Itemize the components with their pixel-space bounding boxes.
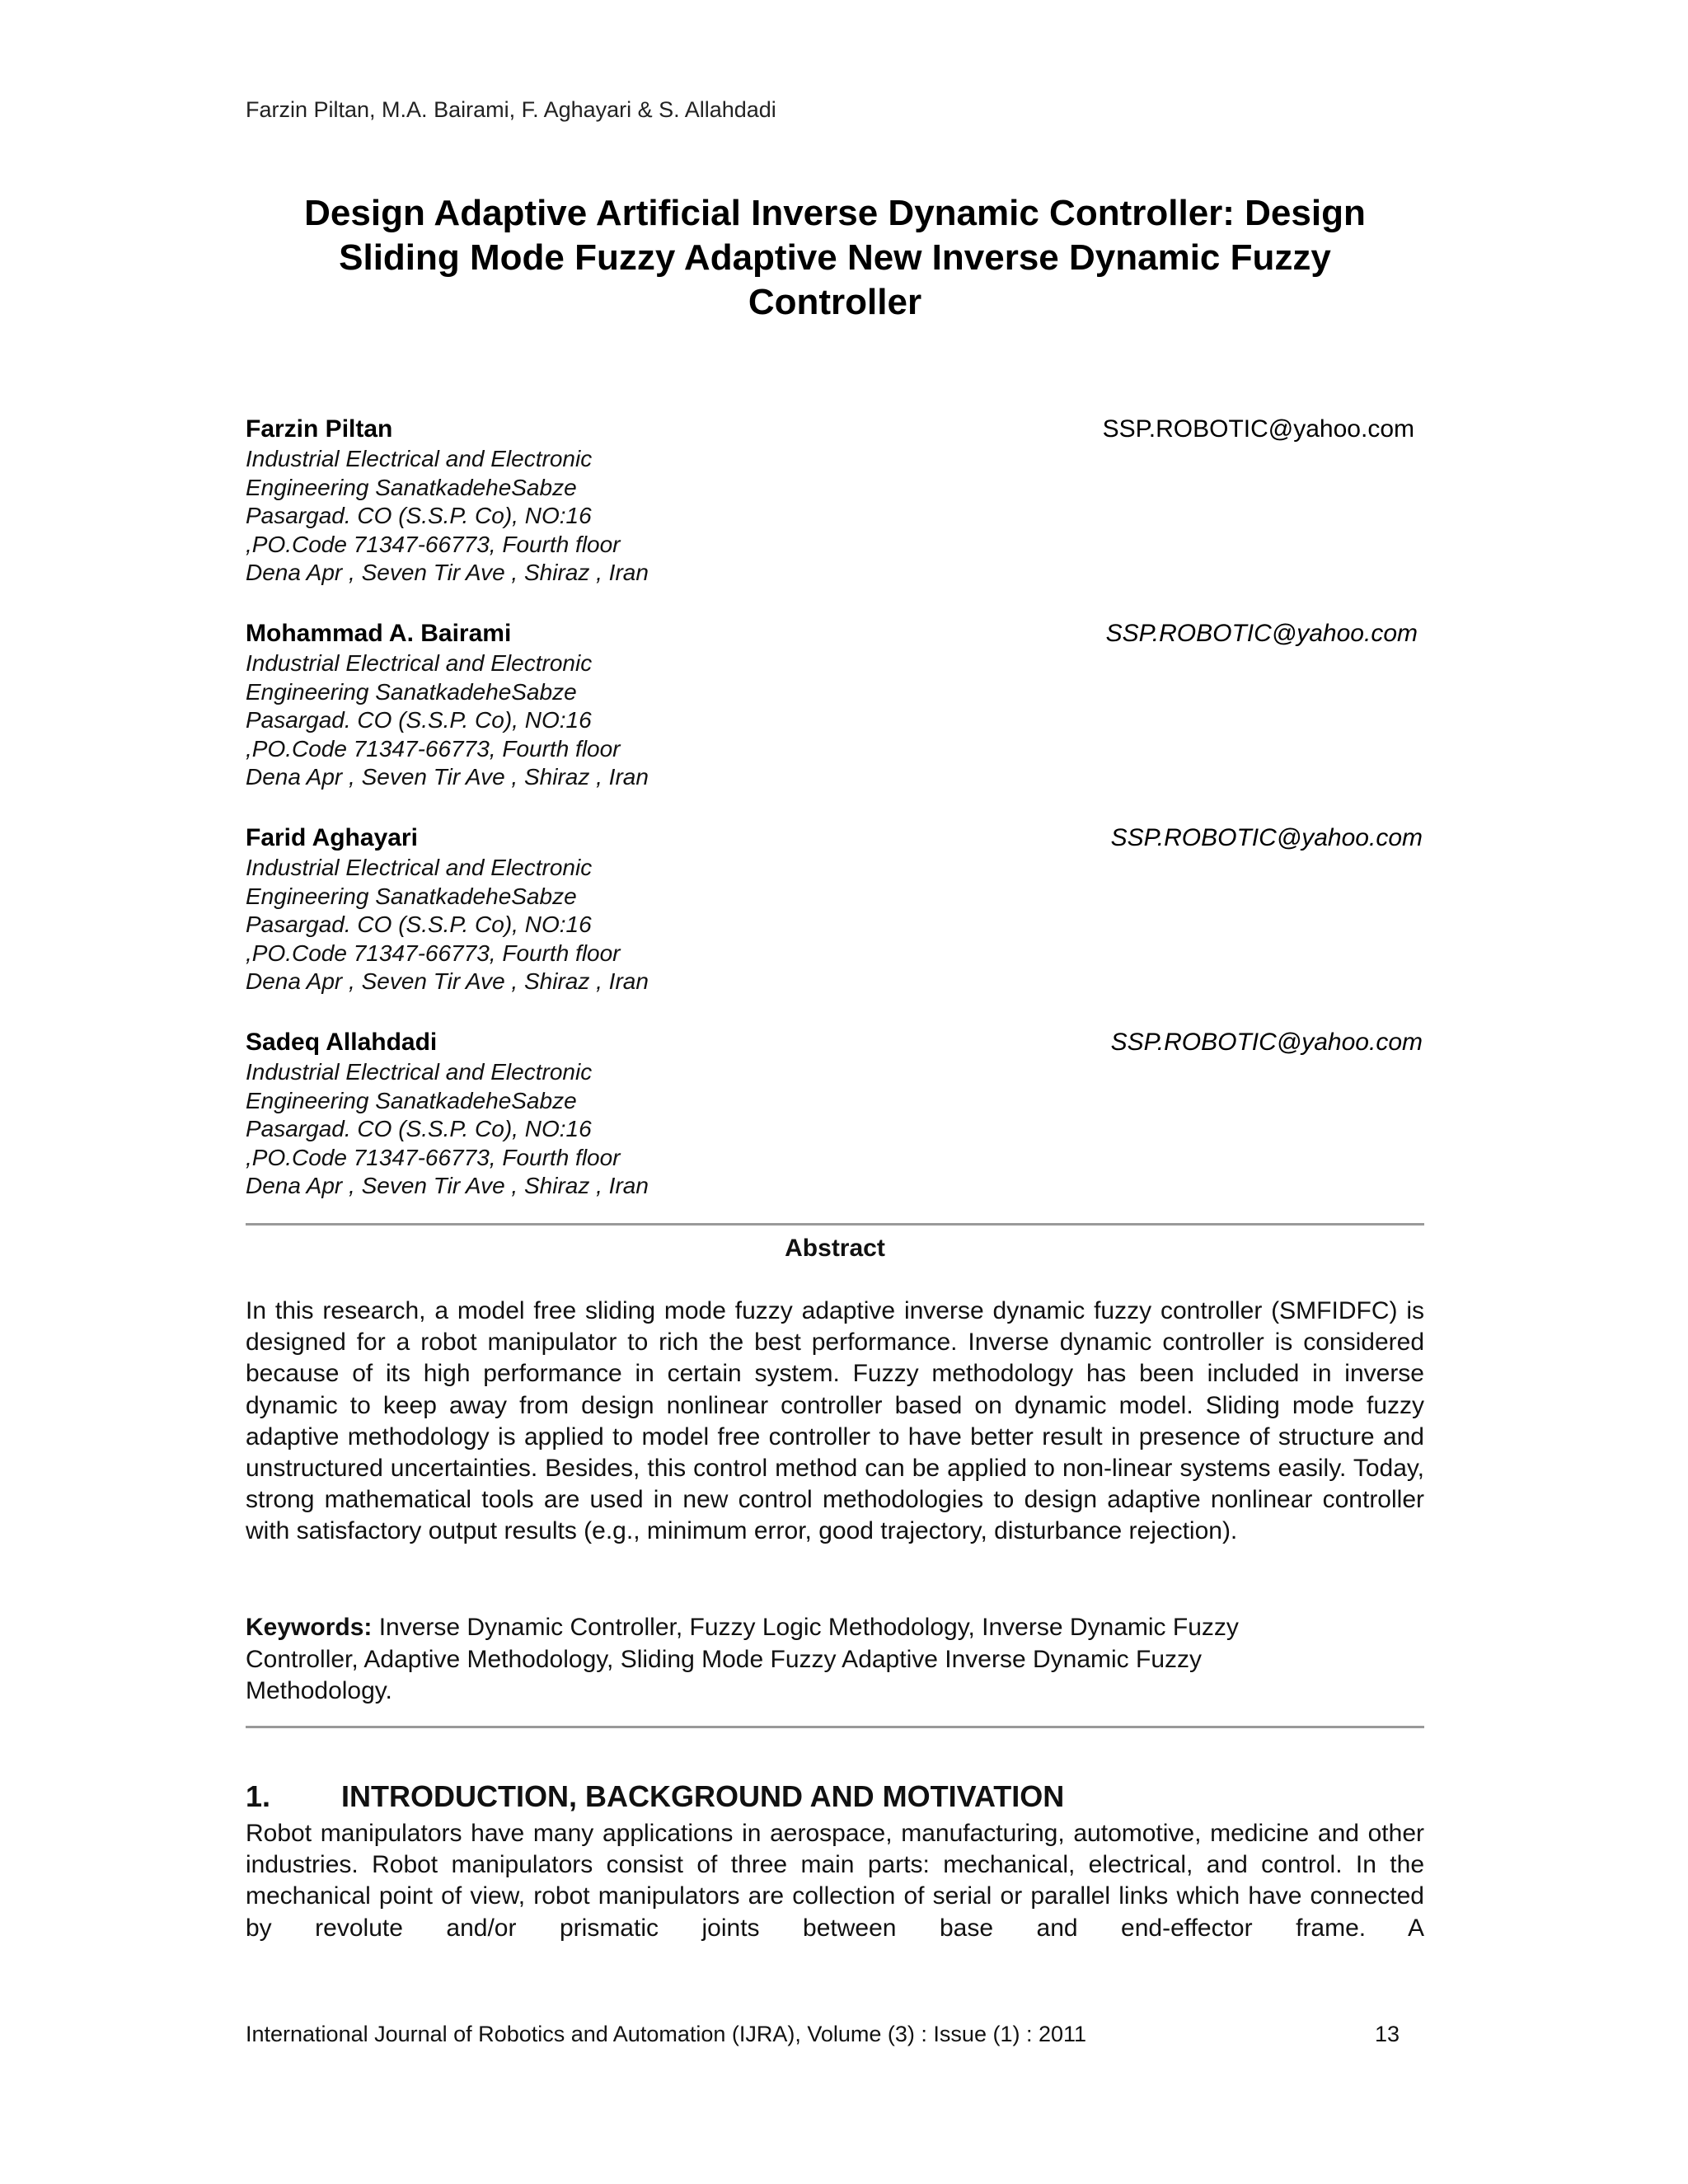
page-footer bbox=[246, 2022, 1400, 2047]
affiliation-line: Dena Apr , Seven Tir Ave , Shiraz , Iran bbox=[246, 968, 649, 994]
affiliation-line: Engineering SanatkadeheSabze bbox=[246, 883, 577, 909]
keywords bbox=[246, 1612, 1350, 1708]
affiliation-line: Dena Apr , Seven Tir Ave , Shiraz , Iran bbox=[246, 764, 649, 790]
author-name: Farid Aghayari bbox=[246, 824, 418, 851]
affiliation-line: Industrial Electrical and Electronic bbox=[246, 446, 593, 471]
author-block-3 bbox=[246, 823, 1424, 996]
affiliation-line: Engineering SanatkadeheSabze bbox=[246, 678, 577, 705]
affiliation-line: Pasargad. CO (S.S.P. Co), NO:16 bbox=[246, 1116, 592, 1141]
affiliation-line: ,PO.Code 71347-66773, Fourth floor bbox=[246, 940, 621, 966]
affiliation-line: Engineering SanatkadeheSabze bbox=[246, 474, 577, 500]
affiliation-line: Dena Apr , Seven Tir Ave , Shiraz , Iran bbox=[246, 560, 649, 585]
author-block-1 bbox=[246, 414, 1424, 588]
author-email[interactable]: SSP.ROBOTIC@yahoo.com bbox=[1105, 620, 1418, 647]
affiliation-line: Industrial Electrical and Electronic bbox=[246, 855, 593, 880]
affiliation-line: ,PO.Code 71347-66773, Fourth floor bbox=[246, 1144, 621, 1170]
abstract-body: In this research, a model free sliding mode fuzzy adaptive inverse dynamic fuzzy controller (SMFIDFC) is designed for a robot manipulator to rich the best performance. Inverse dynamic controller is considered because of its high performance in certain system. Fuzzy methodology has been included in inverse dynamic to keep away from design nonlinear controller based on dynamic model. Sliding mode fuzzy adaptive methodology is applied to model free controller to have better result in presence of structure and unstructured uncertainties. Besides, this control method can be applied to non-linear systems easily. Today, strong mathematical tools are used in new control methodologies to design adaptive nonlinear controller with satisfactory output results (e.g., minimum error, good trajectory, disturbance rejection). bbox=[246, 1297, 1424, 1545]
abstract-heading: Abstract bbox=[785, 1235, 885, 1262]
author-email[interactable]: SSP.ROBOTIC@yahoo.com bbox=[1102, 415, 1414, 443]
author-name: Mohammad A. Bairami bbox=[246, 620, 512, 647]
section-number: 1. bbox=[246, 1779, 271, 1813]
section-heading bbox=[246, 1779, 1064, 1815]
affiliation-line: Engineering SanatkadeheSabze bbox=[246, 1087, 577, 1113]
section-title: INTRODUCTION, BACKGROUND AND MOTIVATION bbox=[341, 1779, 1065, 1813]
affiliation-line: Dena Apr , Seven Tir Ave , Shiraz , Iran bbox=[246, 1173, 649, 1198]
keywords-text: Inverse Dynamic Controller, Fuzzy Logic Methodology, Inverse Dynamic Fuzzy Controller, Adaptive Methodology, Sliding Mode Fuzzy Adaptive Inverse Dynamic Fuzzy Methodology. bbox=[246, 1614, 1239, 1704]
keywords-label: Keywords: bbox=[246, 1614, 373, 1641]
affiliation-line: Pasargad. CO (S.S.P. Co), NO:16 bbox=[246, 912, 592, 937]
page-number: 13 bbox=[1374, 2022, 1400, 2046]
title-line-2: Sliding Mode Fuzzy Adaptive New Inverse Dynamic Fuzzy bbox=[339, 237, 1331, 278]
affiliation-line: Pasargad. CO (S.S.P. Co), NO:16 bbox=[246, 503, 592, 528]
divider-rule bbox=[246, 1223, 1424, 1226]
author-name: Sadeq Allahdadi bbox=[246, 1029, 438, 1056]
running-head: Farzin Piltan, M.A. Bairami, F. Aghayari & S. Allahdadi bbox=[246, 97, 776, 122]
affiliation-line: Pasargad. CO (S.S.P. Co), NO:16 bbox=[246, 707, 592, 733]
author-block-2 bbox=[246, 618, 1424, 792]
author-name: Farzin Piltan bbox=[246, 415, 393, 443]
author-email[interactable]: SSP.ROBOTIC@yahoo.com bbox=[1110, 1029, 1423, 1056]
affiliation-line: ,PO.Code 71347-66773, Fourth floor bbox=[246, 735, 621, 762]
affiliation-line: ,PO.Code 71347-66773, Fourth floor bbox=[246, 531, 621, 557]
title-line-3: Controller bbox=[748, 282, 922, 322]
title-line-1: Design Adaptive Artificial Inverse Dynamic Controller: Design bbox=[304, 193, 1366, 233]
divider-rule bbox=[246, 1726, 1424, 1728]
section-body: Robot manipulators have many applications in aerospace, manufacturing, automotive, medicine and other industries. Robot manipulators consist of three main parts: mechanical, electrical, and control. In the mechanical point of view, robot manipulators are collection of serial or parallel links which have connected by revolute and/or prismatic joints between base and end-effector frame. A bbox=[246, 1820, 1424, 1942]
author-block-4 bbox=[246, 1027, 1424, 1201]
affiliation-line: Industrial Electrical and Electronic bbox=[246, 650, 593, 676]
paper-title bbox=[246, 191, 1424, 325]
author-email[interactable]: SSP.ROBOTIC@yahoo.com bbox=[1110, 824, 1423, 851]
footer-journal: International Journal of Robotics and Automation (IJRA), Volume (3) : Issue (1) : 2011 bbox=[246, 2022, 1087, 2046]
affiliation-line: Industrial Electrical and Electronic bbox=[246, 1059, 593, 1085]
